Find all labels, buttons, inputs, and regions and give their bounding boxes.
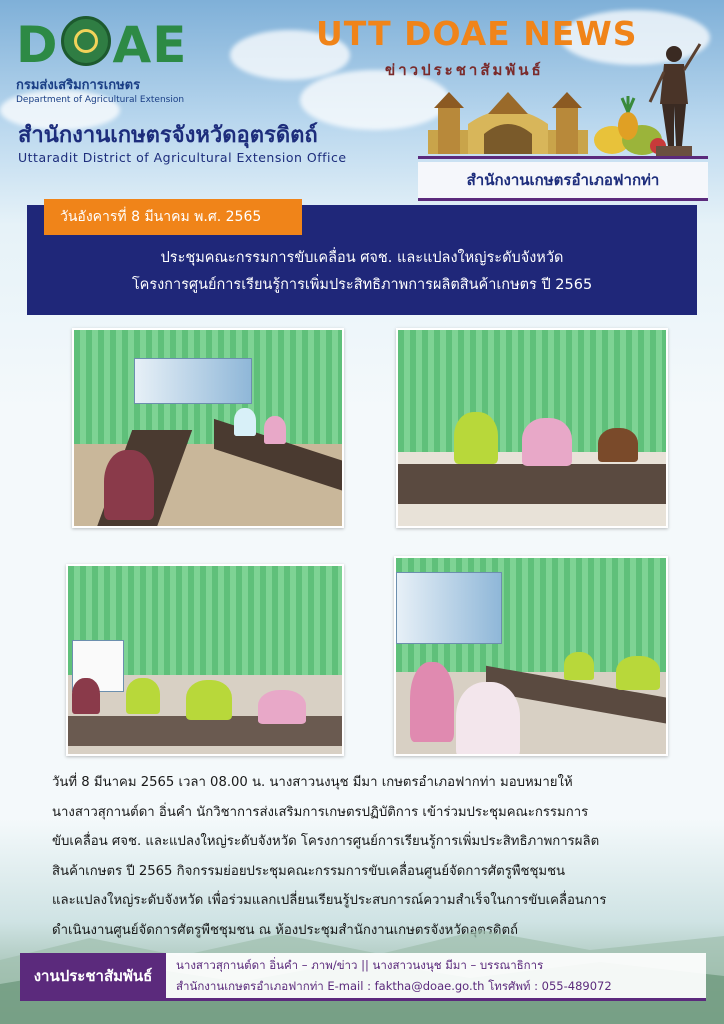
meeting-photo <box>72 328 344 528</box>
logo-wordmark: D AE <box>16 16 188 74</box>
footer-contact: สำนักงานเกษตรอำเภอฟากท่า E-mail : faktha@doae.go.th โทรศัพท์ : 055-489072 <box>176 979 612 993</box>
article-title-line: โครงการศูนย์การเรียนรู้การเพิ่มประสิทธิภาพการผลิตสินค้าเกษตร ปี 2565 <box>131 277 593 293</box>
news-subtitle: ข่าวประชาสัมพันธ์ <box>385 61 544 79</box>
meeting-photo <box>396 328 668 528</box>
city-gate-icon <box>428 90 588 154</box>
body-line: และแปลงใหญ่ระดับจังหวัด เพื่อร่วมแลกเปลี่ยนเรียนรู้ประสบการณ์ความสำเร็จในการขับเคลื่อนการ <box>52 893 607 908</box>
footer-tag-text: งานประชาสัมพันธ์ <box>33 966 153 985</box>
body-line: สินค้าเกษตร ปี 2565 กิจกรรมย่อยประชุมคณะกรรมการขับเคลื่อนศูนย์จัดการศัตรูพืชชุมชน <box>52 863 566 879</box>
article-body <box>52 768 674 945</box>
district-office-text: สำนักงานเกษตรอำเภอฟากท่า <box>466 171 660 189</box>
body-line: ดำเนินงานศูนย์จัดการศัตรูพืชชุมชน ณ ห้องประชุมสำนักงานเกษตรจังหวัดอุตรดิตถ์ <box>52 922 519 938</box>
footer-credits: นางสาวสุกานต์ดา อิ่นคำ – ภาพ/ข่าว || นางสาวนงนุช มีมา – บรรณาธิการ <box>176 958 544 972</box>
logo-english-name: Department of Agricultural Extension <box>16 95 185 105</box>
footer-divider <box>20 998 706 1001</box>
body-line: ขับเคลื่อน ศจช. และแปลงใหญ่ระดับจังหวัด โครงการศูนย์การเรียนรู้การเพิ่มประสิทธิภาพการผลิต <box>52 834 600 849</box>
date-tab <box>44 199 302 235</box>
office-name-thai: สำนักงานเกษตรจังหวัดอุตรดิตถ์ <box>18 123 318 148</box>
district-office-label <box>418 162 708 201</box>
body-line: วันที่ 8 มีนาคม 2565 เวลา 08.00 น. นางสาวนงนุช มีมา เกษตรอำเภอฟากท่า มอบหมายให้ <box>52 775 573 790</box>
meeting-photo <box>66 564 344 756</box>
article-title <box>27 245 697 299</box>
logo-thai-name: กรมส่งเสริมการเกษตร <box>16 78 141 93</box>
footer-tag <box>20 953 166 998</box>
office-name-english: Uttaradit District of Agricultural Extension Office <box>18 150 347 165</box>
doae-logo <box>16 16 187 105</box>
seal-icon <box>61 16 111 66</box>
meeting-photo <box>394 556 668 756</box>
statue-icon <box>646 42 702 156</box>
body-line: นางสาวสุกานต์ดา อิ่นคำ นักวิชาการส่งเสริมการเกษตรปฏิบัติการ เข้าร่วมประชุมคณะกรรมการ <box>52 804 589 820</box>
article-title-line: ประชุมคณะกรรมการขับเคลื่อน ศจช. และแปลงใหญ่ระดับจังหวัด <box>160 250 564 266</box>
header-divider <box>418 156 708 159</box>
news-title: UTT DOAE NEWS <box>316 14 638 53</box>
article-date: วันอังคารที่ 8 มีนาคม พ.ศ. 2565 <box>60 209 262 225</box>
